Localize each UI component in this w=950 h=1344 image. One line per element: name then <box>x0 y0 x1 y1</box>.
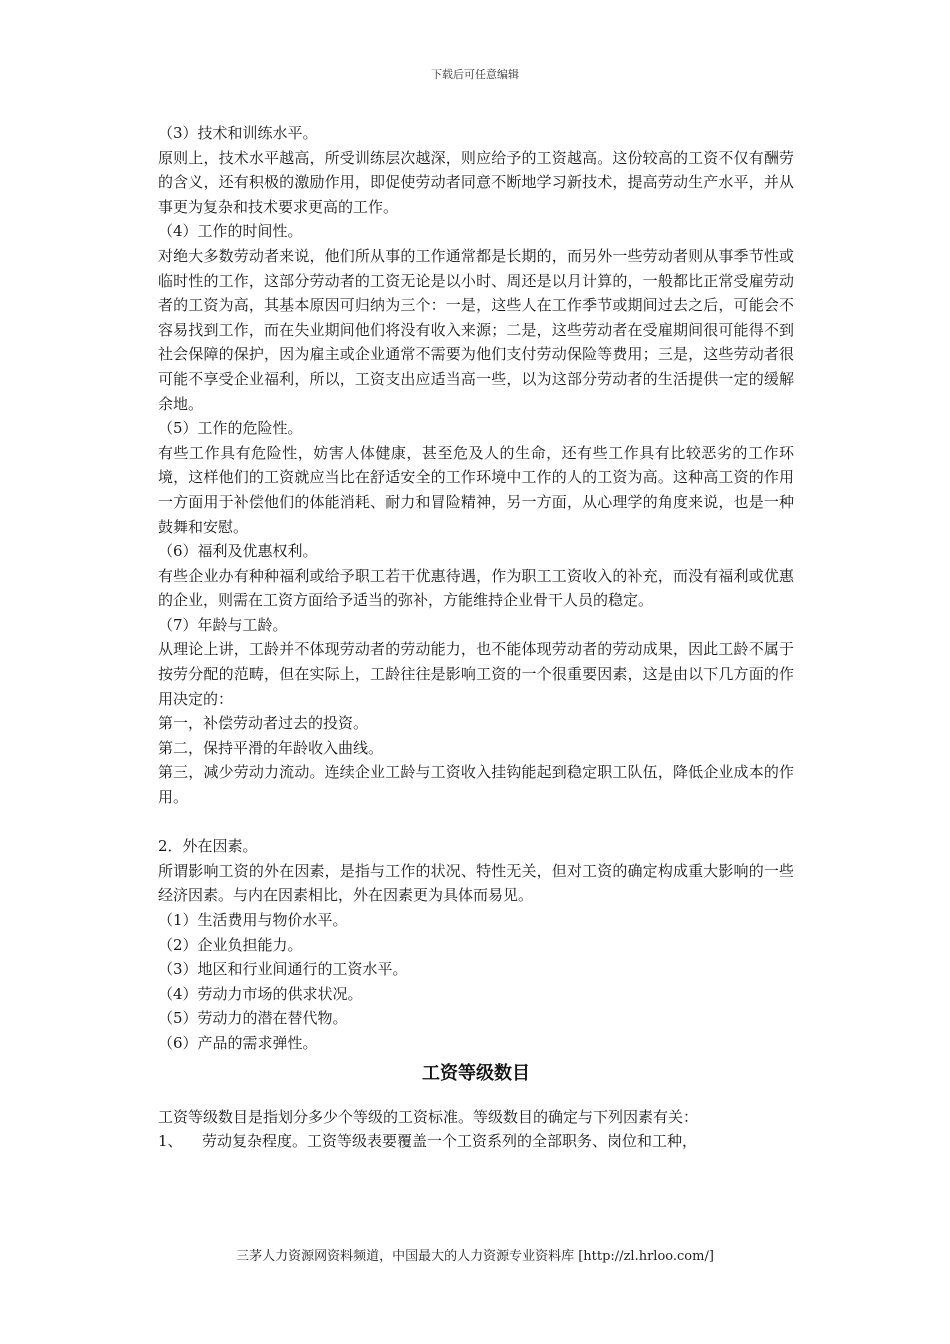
paragraph: 工资等级数目是指划分多少个等级的工资标准。等级数目的确定与下列因素有关： <box>158 1107 699 1126</box>
paragraph: （4）工作的时间性。 <box>158 222 303 241</box>
page-header: 下载后可任意编辑 <box>431 68 519 81</box>
paragraph: 对绝大多数劳动者来说，他们所从事的工作通常都是长期的，而另外一些劳动者则从事季节性或临时性的工作，这部分劳动者的工资无论是以小时、周还是以月计算的，一般都比正常受雇劳动者的工资为高，其基本原因可归纳为三个：一是，这些人在工作季节或期间过去之后，可能会不容易找到工作，而在失业期间他们将没有收入来源；二是，这些劳动者在受雇期间很可能得不到社会保障的保护，因为雇主或企业通常不需要为他们支付劳动保险等费用；三是，这些劳动者很可能不享受企业福利，所以，工资支出应适当高一些，以为这部分劳动者的生活提供一定的缓解余地。 <box>158 246 794 413</box>
paragraph: 2．外在因素。 <box>158 837 258 856</box>
paragraph: 第二，保持平滑的年龄收入曲线。 <box>158 738 384 757</box>
paragraph: （6）福利及优惠权利。 <box>158 542 318 561</box>
paragraph: （3）技术和训练水平。 <box>158 124 318 142</box>
section-title: 工资等级数目 <box>422 1062 530 1084</box>
list-item-text: 劳动复杂程度。工资等级表要覆盖一个工资系列的全部职务、岗位和工种， <box>202 1132 698 1151</box>
paragraph: （1）生活费用与物价水平。 <box>158 911 348 929</box>
paragraph: 从理论上讲，工龄并不体现劳动者的劳动能力，也不能体现劳动者的劳动成果，因此工龄不属于按劳分配的范畴，但在实际上，工龄往往是影响工资的一个很重要因素，这是由以下几方面的作用决定的： <box>158 640 794 708</box>
numbered-list-item <box>158 1129 794 1154</box>
paragraph: 所谓影响工资的外在因素，是指与工作的状况、特性无关，但对工资的确定构成重大影响的一些经济因素。与内在因素相比，外在因素更为具体而易见。 <box>158 861 794 905</box>
paragraph: （5）劳动力的潜在替代物。 <box>158 1009 348 1028</box>
page-footer: 三茅人力资源网资料频道，中国最大的人力资源专业资料库 [http://zl.hrloo.com/] <box>236 1249 714 1264</box>
paragraph: （2）企业负担能力。 <box>158 935 303 954</box>
paragraph: 第三，减少劳动力流动。连续企业工龄与工资收入挂钩能起到稳定职工队伍，降低企业成本的作用。 <box>158 763 794 807</box>
document-body <box>158 121 794 1154</box>
paragraph: 第一，补偿劳动者过去的投资。 <box>158 714 369 733</box>
paragraph: （3）地区和行业间通行的工资水平。 <box>158 960 408 979</box>
paragraph: 有些企业办有种种福利或给予职工若干优惠待遇，作为职工工资收入的补充，而没有福利或优惠的企业，则需在工资方面给予适当的弥补，方能维持企业骨干人员的稳定。 <box>158 566 794 610</box>
paragraph: 有些工作具有危险性，妨害人体健康，甚至危及人的生命，还有些工作具有比较恶劣的工作环境，这样他们的工资就应当比在舒适安全的工作环境中工作的人的工资为高。这种高工资的作用一方面用于补偿他们的体能消耗、耐力和冒险精神，另一方面，从心理学的角度来说，也是一种鼓舞和安慰。 <box>158 443 794 536</box>
paragraph: （6）产品的需求弹性。 <box>158 1033 318 1052</box>
paragraph: 原则上，技术水平越高，所受训练层次越深，则应给予的工资越高。这份较高的工资不仅有酬劳的含义，还有积极的激励作用，即促使劳动者同意不断地学习新技术，提高劳动生产水平，并从事更为复杂和技术要求更高的工作。 <box>158 148 794 216</box>
list-number: 1、 <box>158 1132 183 1151</box>
paragraph: （5）工作的危险性。 <box>158 419 303 438</box>
paragraph: （7）年龄与工龄。 <box>158 615 288 634</box>
blank-line <box>158 810 794 835</box>
paragraph: （4）劳动力市场的供求状况。 <box>158 984 363 1003</box>
